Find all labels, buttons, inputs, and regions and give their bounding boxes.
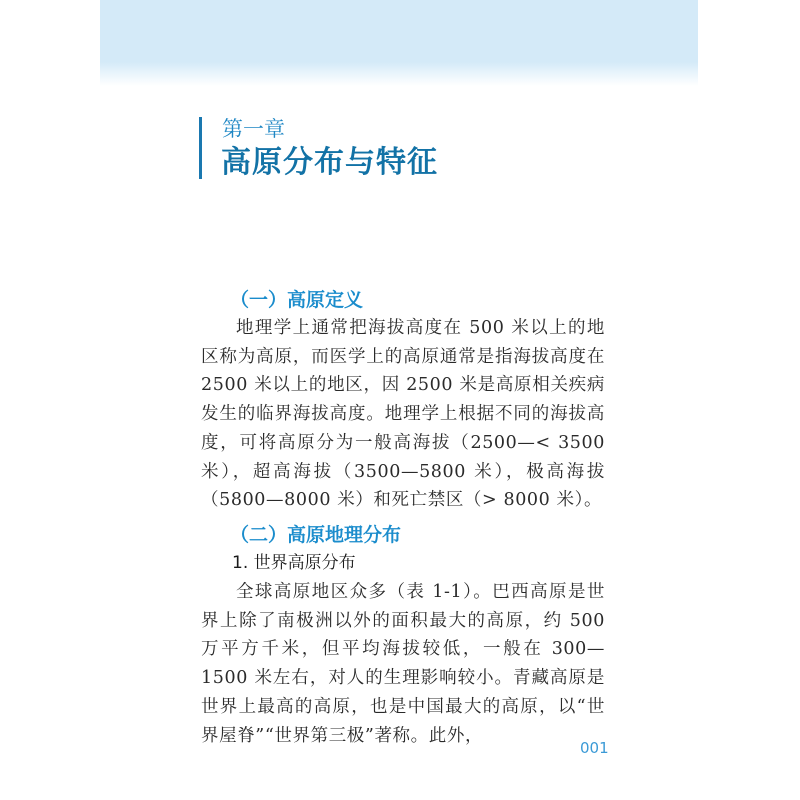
page-number: 001 (580, 739, 609, 757)
paragraph-definition: 地理学上通常把海拔高度在 500 米以上的地区称为高原，而医学上的高原通常是指海拔高度在 2500 米以上的地区，因 2500 米是高原相关疾病发生的临界海拔高度。地理学上根据不同的海拔高度，可将高原分为一般高海拔（2500—< 3500 米），超高海拔（3500—5800 米），极高海拔（5800—8000 米）和死亡禁区（> 8000 米）。 (201, 318, 605, 511)
subheading-world-plateaus: 1. 世界高原分布 (232, 553, 356, 573)
paragraph-world-plateaus: 全球高原地区众多（表 1-1）。巴西高原是世界上除了南极洲以外的面积最大的高原，约 500 万平方千米，但平均海拔较低，一般在 300—1500 米左右，对人的生理影响较小。青藏高原是世界上最高的高原，也是中国最大的高原，以“世界屋脊”“世界第三极”著称。此外， (201, 582, 605, 746)
chapter-accent-bar (199, 117, 202, 179)
chapter-label: 第一章 (222, 117, 285, 141)
chapter-title: 高原分布与特征 (221, 145, 438, 180)
section-heading-distribution: （二）高原地理分布 (230, 524, 402, 546)
book-page (100, 0, 698, 800)
header-band (100, 0, 698, 86)
section-heading-definition: （一）高原定义 (230, 289, 364, 311)
